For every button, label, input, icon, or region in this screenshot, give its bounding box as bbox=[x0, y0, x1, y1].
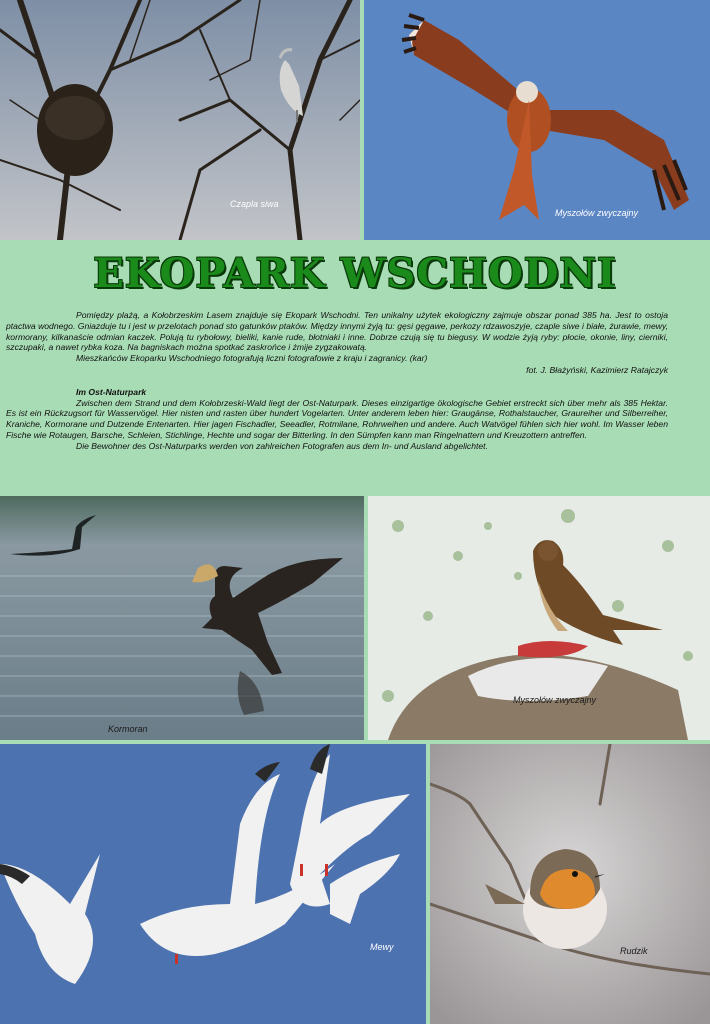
photo-credit: fot. J. Błażyński, Kazimierz Ratajczyk bbox=[526, 364, 668, 375]
kite-image bbox=[364, 0, 710, 240]
robin-image bbox=[430, 744, 710, 1024]
caption-robin: Rudzik bbox=[620, 946, 648, 956]
caption-buzzard: Myszołów zwyczajny bbox=[513, 695, 597, 705]
caption-cormorant: Kormoran bbox=[108, 724, 148, 734]
photo-cormorant bbox=[0, 496, 364, 740]
gulls-image bbox=[0, 744, 426, 1024]
polish-paragraph: Pomiędzy plażą, a Kołobrzeskim Lasem znajduje się Ekopark Wschodni. Ten unikalny użytek ekologiczny zajmuje obszar ponad 385 ha. Jest to ostoja ptactwa wodnego. Gniazduje tu i jest w przelotach ponad sto gatunków ptaków. Między innymi żyją tu: gęsi gęgawe, perkozy rdzawoszyje, czaple siwe i białe, żurawie, mewy, kormorany, kilkanaście odmian kaczek. Polują tu rybołowy, bieliki, kanie rude, błotniaki i inne. Dobrze czują się tu biegusy. W wodzie żyją ryby: płocie, okonie, liny, cierniki, szczupaki, a nawet rybka koza. Na bagniskach można spotkać zaskrońce i żmije zygzakowatą. bbox=[6, 310, 668, 353]
article-text bbox=[6, 310, 668, 452]
heron-image bbox=[0, 0, 360, 240]
german-heading: Im Ost-Naturpark bbox=[76, 386, 147, 397]
caption-kite: Myszołów zwyczajny bbox=[555, 208, 639, 218]
caption-heron: Czapla siwa bbox=[230, 199, 279, 209]
german-paragraph: Zwischen dem Strand und dem Kołobrzeski-Wald liegt der Ost-Naturpark. Dieses einzigartige ökologische Gebiet erstreckt sich über mehr als 385 Hektar. Es ist ein Rückzugsort für Wasservögel. Hier nisten und rasten über hundert Vogelarten. Unter anderem leben hier: Graugänse, Rothalstaucher, Graureiher und Silberreiher, Kraniche, Kormorane und Dutzende Entenarten. Hier jagen Fischadler, Seeadler, Rotmilane, Rohrweihen und andere. Auch Watvögel fühlen sich hier wohl. Im Wasser leben Fische wie Rotaugen, Barsche, Schleien, Stichlinge, Hechte und sogar der Bitterling. In den Sümpfen kann man Ringelnattern und Kreuzottern antreffen. bbox=[6, 397, 668, 440]
polish-photographers: Mieszkańców Ekoparku Wschodniego fotografują liczni fotografowie z kraju i zagranicy. (kar) bbox=[76, 353, 428, 364]
photo-gulls bbox=[0, 744, 426, 1024]
page-title: EKOPARK WSCHODNI bbox=[93, 250, 617, 297]
photo-kite bbox=[364, 0, 710, 240]
cormorant-image bbox=[0, 496, 364, 740]
photo-robin bbox=[430, 744, 710, 1024]
photo-heron bbox=[0, 0, 360, 240]
caption-gulls: Mewy bbox=[370, 942, 394, 952]
german-photographers: Die Bewohner des Ost-Naturparks werden von zahlreichen Fotografen aus dem In- und Ausland abgelichtet. bbox=[76, 440, 488, 451]
